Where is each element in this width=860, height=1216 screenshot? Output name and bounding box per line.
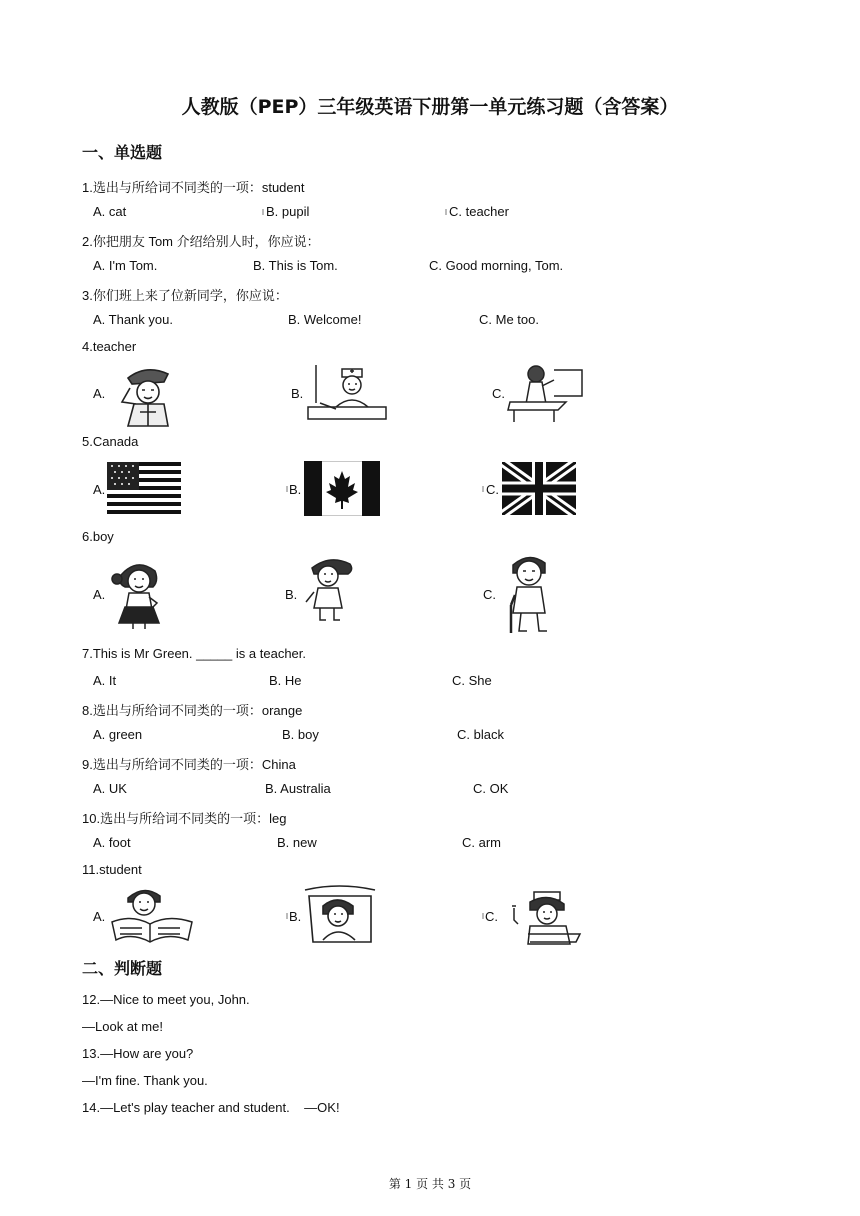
student-reading-icon[interactable] [106,884,196,948]
question-7-option-a[interactable]: A. It [93,673,117,688]
question-4-stem: 4.teacher [82,339,137,354]
question-3-stem: 3.你们班上来了位新同学，你应说： [82,288,288,303]
question-7-stem: 7.This is Mr Green. _____ is a teacher. [82,646,306,661]
option-marker [286,913,288,919]
teacher-at-blackboard-icon[interactable] [506,362,584,424]
question-4-option-b[interactable]: B. [291,386,304,401]
question-2-option-c[interactable]: C. Good morning, Tom. [429,258,564,273]
question-11-option-a[interactable]: A. [93,909,106,924]
question-7-option-b[interactable]: B. He [269,673,302,688]
question-9-option-b[interactable]: B. Australia [265,781,331,796]
question-12-line-1: 12.—Nice to meet you, John. [82,992,250,1007]
question-10-option-b[interactable]: B. new [277,835,317,850]
question-3-option-a[interactable]: A. Thank you. [93,312,173,327]
question-8-option-a[interactable]: A. green [93,727,143,742]
question-1-option-c[interactable]: C. teacher [449,204,509,219]
question-13-line-1: 13.—How are you? [82,1046,194,1061]
old-man-with-cane-icon[interactable] [501,551,557,636]
question-8-option-b[interactable]: B. boy [282,727,319,742]
question-7-option-c[interactable]: C. She [452,673,492,688]
question-9-option-c[interactable]: C. OK [473,781,509,796]
option-marker [445,209,447,215]
question-10-stem: 10.选出与所给词不同类的一项：leg [82,811,287,826]
question-3-option-c[interactable]: C. Me too. [479,312,539,327]
driver-icon[interactable] [303,884,377,944]
question-5-option-b[interactable]: B. [289,482,302,497]
question-4-option-a[interactable]: A. [93,386,106,401]
boy-icon[interactable] [298,554,360,626]
canada-flag-icon[interactable] [304,461,380,516]
question-11-option-c[interactable]: C. [485,909,498,924]
question-2-option-b[interactable]: B. This is Tom. [253,258,338,273]
uk-flag-icon[interactable] [502,462,576,515]
option-marker [482,913,484,919]
girl-icon[interactable] [107,557,171,631]
question-1-option-a[interactable]: A. cat [93,204,127,219]
question-12-line-2: —Look at me! [82,1019,163,1034]
question-6-option-c[interactable]: C. [483,587,496,602]
option-marker [262,209,264,215]
question-14-line: 14.—Let's play teacher and student. —OK! [82,1100,340,1115]
police-officer-saluting-icon[interactable] [106,362,188,428]
question-5-option-c[interactable]: C. [486,482,499,497]
page-footer: 第 1 页 共 3 页 [388,1177,472,1191]
question-5-stem: 5.Canada [82,434,139,449]
usa-flag-icon[interactable] [107,462,181,515]
question-10-option-a[interactable]: A. foot [93,835,131,850]
question-6-option-a[interactable]: A. [93,587,106,602]
page-title: 人教版（PEP）三年级英语下册第一单元练习题（含答案） [181,96,679,118]
question-6-option-b[interactable]: B. [285,587,298,602]
question-9-option-a[interactable]: A. UK [93,781,127,796]
question-10-option-c[interactable]: C. arm [462,835,501,850]
question-3-option-b[interactable]: B. Welcome! [288,312,362,327]
section-heading-single-choice: 一、单选题 [82,143,163,162]
section-heading-true-false: 二、判断题 [82,959,163,978]
question-8-stem: 8.选出与所给词不同类的一项：orange [82,703,303,718]
question-1-stem: 1.选出与所给词不同类的一项：student [82,180,305,195]
question-8-option-c[interactable]: C. black [457,727,504,742]
doctor-at-desk-icon[interactable] [306,363,388,421]
question-2-option-a[interactable]: A. I'm Tom. [93,258,158,273]
question-11-stem: 11.student [82,862,142,877]
question-13-line-2: —I'm fine. Thank you. [82,1073,208,1088]
option-marker [482,486,484,492]
question-5-option-a[interactable]: A. [93,482,106,497]
question-2-stem: 2.你把朋友 Tom 介绍给别人时，你应说： [82,234,320,249]
question-9-stem: 9.选出与所给词不同类的一项：China [82,757,296,772]
question-1-option-b[interactable]: B. pupil [266,204,310,219]
question-11-option-b[interactable]: B. [289,909,302,924]
nurse-icon[interactable] [504,886,584,946]
question-6-stem: 6.boy [82,529,114,544]
option-marker [286,486,288,492]
question-4-option-c[interactable]: C. [492,386,505,401]
